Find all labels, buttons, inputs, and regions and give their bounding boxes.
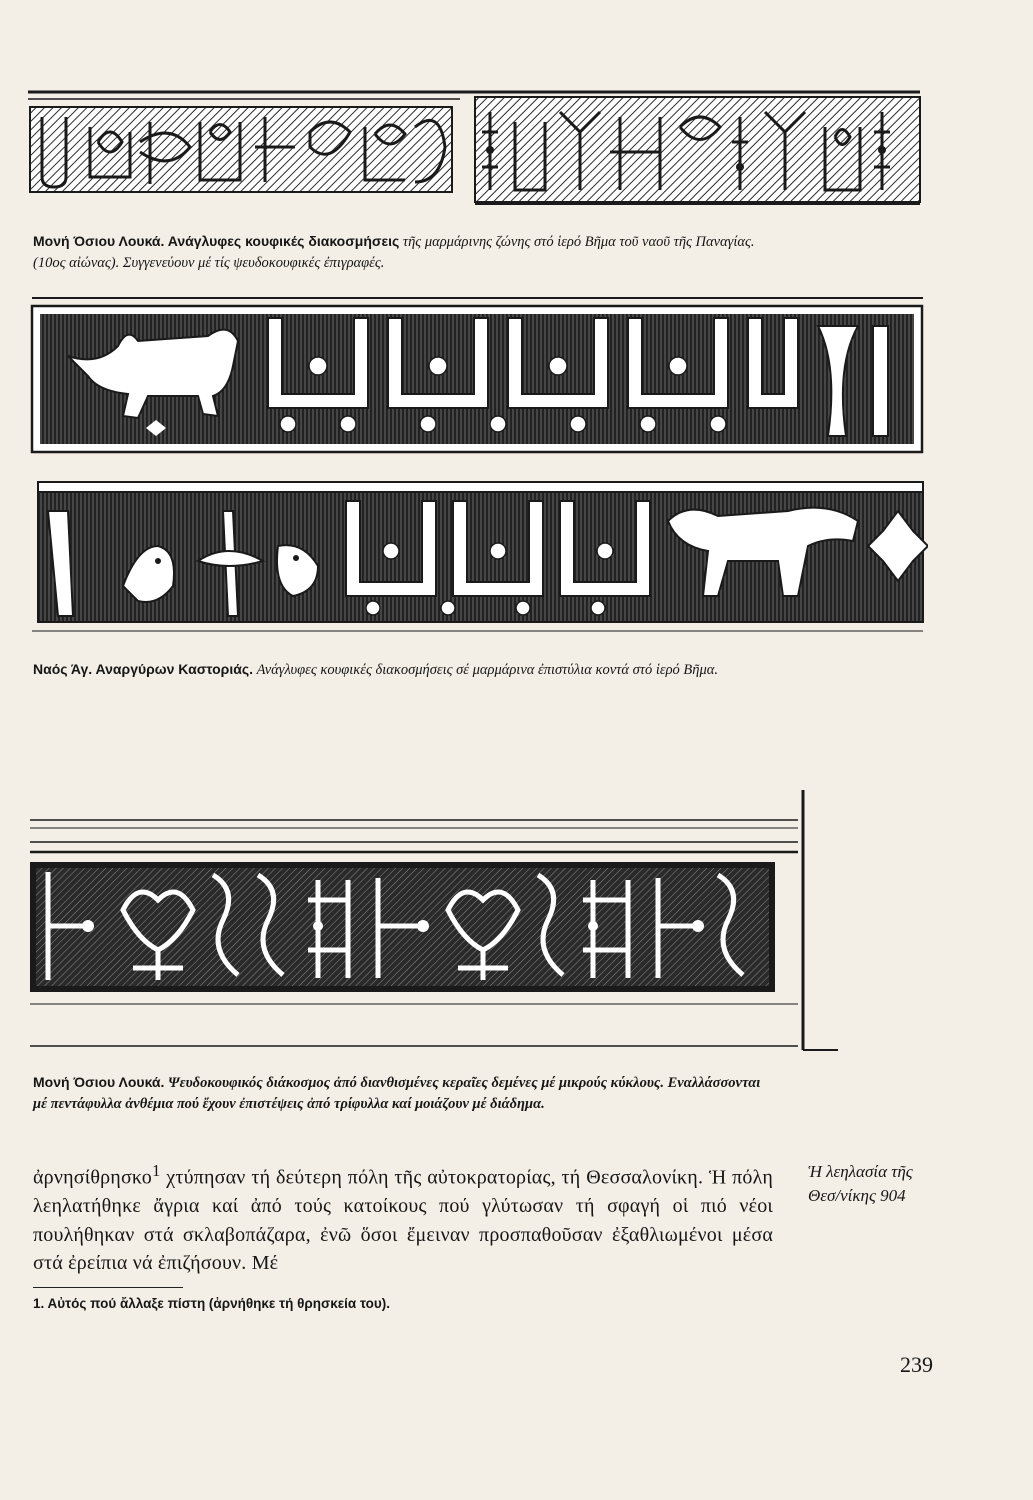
- kufic-frieze-hosios-loukas: [20, 72, 925, 222]
- figure-caption-2: [33, 659, 763, 681]
- caption-2-title: Ναός Άγ. Αναργύρων Καστοριάς.: [33, 661, 254, 677]
- caption-1-description: τῆς μαρμάρινης ζώνης στό ἱερό Βῆμα τοῦ ναοῦ τῆς Παναγίας. (10ος αἰώνας). Συγγενεύουν μέ τίς ψευδοκουφικές ἐπιγραφές.: [33, 234, 755, 271]
- body-paragraph: [33, 1157, 773, 1278]
- figure-caption-1: [33, 231, 763, 274]
- margin-note-line-2: Θεσ/νίκης 904: [808, 1186, 906, 1205]
- kufic-frieze-kastoria: [28, 296, 928, 652]
- body-text-start: ἀρνησίθρησκο: [33, 1166, 152, 1189]
- body-text-rest: χτύπησαν τή δεύτερη πόλη τῆς αὐτοκρατορίας, τή Θεσσαλονίκη. Ἡ πόλη λεηλατήθηκε ἄγρια καί ἀπό τούς κατοίκους πού γλύτωσαν τή σφαγή οἱ πιό νέοι πουλήθηκαν στά σκλαβοπάζαρα, ἐνῶ ὅσοι ἔμειναν προσπαθοῦσαν ἐξαθλιωμένοι μέσα στά ἐρείπια νά ἐπιζήσουν. Μέ: [33, 1166, 773, 1275]
- figure-caption-3: [33, 1072, 763, 1115]
- footnote-reference: 1: [151, 1161, 161, 1180]
- pseudo-kufic-frieze-hosios-loukas: [28, 790, 848, 1062]
- caption-1-title: Μονή Όσιου Λουκά. Ανάγλυφες κουφικές διακοσμήσεις: [33, 233, 400, 249]
- margin-note-line-1: Ἡ λεηλασία τῆς: [808, 1162, 913, 1181]
- footnote-rule: [33, 1287, 183, 1288]
- page-number: 239: [900, 1352, 933, 1377]
- footnote: 1. Αὐτός πού ἄλλαξε πίστη (ἀρνήθηκε τή θρησκεία του).: [33, 1296, 390, 1311]
- margin-note: [808, 1160, 1008, 1208]
- caption-2-description: Ανάγλυφες κουφικές διακοσμήσεις σέ μαρμάρινα ἐπιστύλια κοντά στό ἱερό Βῆμα.: [256, 662, 718, 678]
- caption-3-title: Μονή Όσιου Λουκά.: [33, 1074, 165, 1090]
- caption-3-description: Ψευδοκουφικός διάκοσμος ἀπό διανθισμένες κεραῖες δεμένες μέ μικρούς κύκλους. Εναλλάσσονται μέ πεντάφυλλα ἀνθέμια πού ἔχουν ἐπιστέψεις ἀπό τρίφυλλα καί μοιάζουν μέ διάδημα.: [33, 1075, 761, 1112]
